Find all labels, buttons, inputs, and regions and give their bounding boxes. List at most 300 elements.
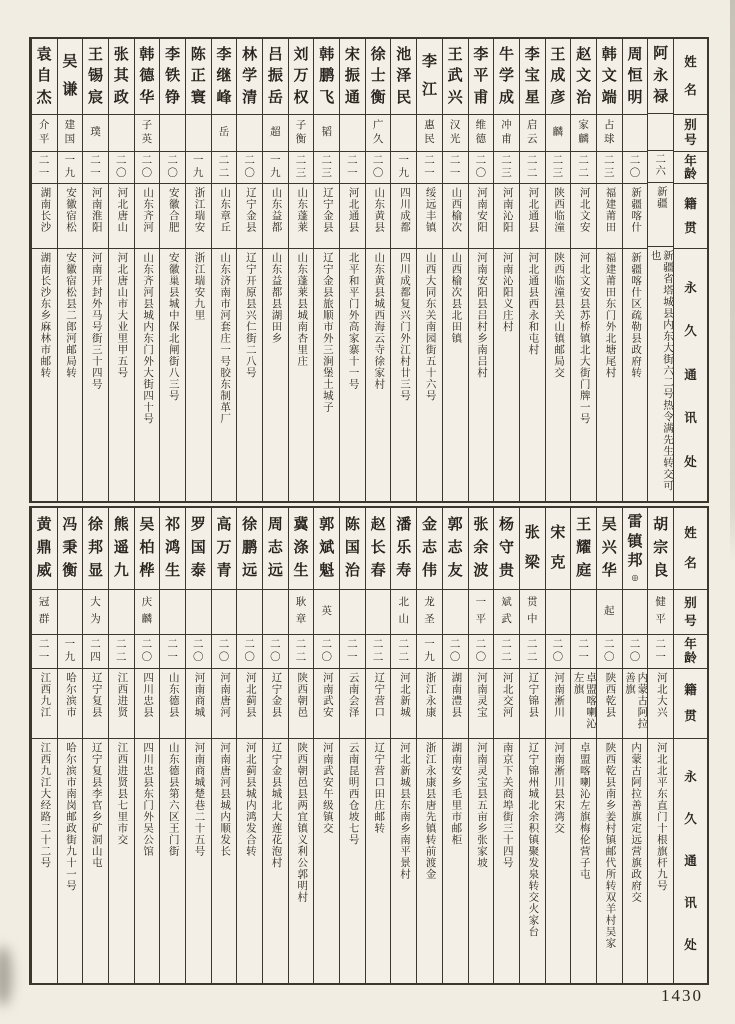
person-column [185,39,211,501]
origin-cell [289,669,314,739]
address-cell [83,249,108,501]
name-cell: 李 继 峰 [212,39,237,115]
age-cell: 二 〇 [623,152,648,184]
address-cell [340,249,365,501]
name-cell: 张 梁 [520,508,545,590]
alias-cell [340,590,365,635]
alias-cell [212,590,237,635]
person-origin: 河北大兴 [655,672,667,718]
person-column [442,39,468,501]
person-column [468,508,494,983]
person-address: 辽宁金县城北大莲花泡村 [270,742,282,869]
person-origin: 安徽合肥 [167,187,179,233]
name-cell: 徐 鹏 远 [237,508,262,590]
origin-cell [571,669,596,739]
age-cell: 一 九 [58,635,83,669]
address-cell [623,249,648,501]
address-cell [366,249,391,501]
alias-cell [263,590,288,635]
header-alias-label: 别 号 [674,590,707,635]
address-cell [237,739,262,983]
age-cell: 二 一 [32,635,57,669]
name-cell: 李 铁 铮 [160,39,185,115]
person-address: 辽宁复县李官乡矿洞山屯 [90,742,102,869]
person-column [57,39,83,501]
alias-cell: 贯 中 [520,590,545,635]
address-cell [289,739,314,983]
person-address: 河北蓟县城内鸿发合转 [244,742,256,857]
origin-cell [494,184,519,249]
address-cell [546,249,571,501]
person-origin: 内蒙古阿拉善旗 [623,672,648,730]
alias-cell [237,590,262,635]
person-origin: 湖南长沙 [39,187,51,233]
age-cell: 二 二 [212,152,237,184]
origin-cell [83,669,108,739]
person-column [108,39,134,501]
person-address: 山东蓬莱县城南杏里庄 [296,252,308,367]
name-cell: 罗 国 泰 [186,508,211,590]
person-column [159,39,185,501]
origin-cell [237,184,262,249]
name-cell: 韩 德 华 [135,39,160,115]
person-origin: 山东黄县 [373,187,385,233]
person-column [211,39,237,501]
person-origin: 辽宁金县 [321,187,333,233]
alias-cell [623,590,648,635]
person-address: 河南淅川县宋湾交 [553,742,565,834]
person-column [622,508,648,983]
person-origin: 河南武安 [321,672,333,718]
alias-cell [340,115,365,152]
address-cell [391,739,416,983]
address-cell [186,249,211,501]
age-cell: 二 二 [109,635,134,669]
alias-cell: 惠 民 [417,115,442,152]
origin-cell [83,184,108,249]
alias-cell [571,590,596,635]
person-origin: 河南淅川 [553,672,565,718]
origin-cell [443,669,468,739]
person-address: 江西进贤县七里市交 [116,742,128,846]
name-cell: 赵 长 春 [366,508,391,590]
address-cell [314,249,339,501]
alias-cell [109,590,134,635]
alias-cell: 英 [314,590,339,635]
name-cell: 李 宝 星 [520,39,545,115]
person-column [82,39,108,501]
person-address: 河北北平东直门十根旗杆九号 [655,742,667,892]
header-age-label: 年 龄 [674,635,707,669]
age-cell: 二 〇 [212,635,237,669]
alias-cell: 家 麟 [571,115,596,152]
address-cell [494,739,519,983]
person-origin: 云南会泽 [347,672,359,718]
person-origin: 山东益都 [270,187,282,233]
header-origin-label: 籍 贯 [674,669,707,739]
address-cell [597,739,622,983]
person-origin: 陕西临潼 [553,187,565,233]
person-address: 河北新城县东南乡南平景村 [398,742,410,880]
address-cell [623,739,648,983]
person-address: 河南沁阳义庄村 [501,252,513,333]
person-column [596,39,622,501]
alias-cell: 龙 圣 [417,590,442,635]
alias-cell: 建 国 [58,115,83,152]
person-address: 福建莆田东门外北塘尾村 [604,252,616,379]
person-address: 河南开封外马号街三十四号 [90,252,102,390]
origin-cell [417,184,442,249]
age-cell: 二 〇 [469,152,494,184]
alias-cell: 超 [263,115,288,152]
alias-cell [623,115,648,152]
address-cell [237,249,262,501]
origin-cell [366,184,391,249]
person-address: 安徽宿松县二郎河邮局转 [65,252,77,379]
header-name-label: 姓 名 [674,508,707,590]
origin-cell [417,669,442,739]
directory-table-top [29,37,709,503]
person-origin: 河北通县 [347,187,359,233]
person-address: 辽宁金县旅顺市外三涧堡土城子 [321,252,333,413]
address-cell [32,249,57,501]
alias-cell [186,115,211,152]
origin-cell [520,669,545,739]
person-origin: 河南唐河 [219,672,231,718]
age-cell: 二 〇 [160,152,185,184]
origin-cell [623,184,648,249]
person-column [108,508,134,983]
person-address: 陕西朝邑县两宜镇义利公郭明村 [296,742,308,903]
alias-cell [391,115,416,152]
person-origin: 卓盟喀喇沁左旗 [572,672,596,730]
person-column [416,39,442,501]
name-cell: 韩 文 端 [597,39,622,115]
person-origin: 江西九江 [39,672,51,718]
person-origin: 福建莆田 [604,187,616,233]
header-origin-label: 籍 贯 [674,184,707,249]
name-cell: 阿 永 禄 [648,39,673,114]
person-column [622,39,648,501]
name-cell: 冀 涤 生 [289,508,314,590]
person-origin: 陕西乾县 [604,672,616,718]
origin-cell [32,184,57,249]
person-address: 河南灵宝县五亩乡张家坡 [476,742,488,869]
alias-cell: 健 平 [648,590,673,635]
person-column [134,39,160,501]
age-cell: 二 〇 [443,635,468,669]
alias-cell: 介 平 [32,115,57,152]
person-address: 河北文安县苏桥镇北大街门牌一号 [578,252,590,425]
origin-cell [109,184,134,249]
origin-cell [623,669,648,739]
origin-cell [135,669,160,739]
page-number: 1430 [661,986,703,1005]
age-cell: 二 〇 [366,152,391,184]
person-column [339,39,365,501]
origin-cell [546,669,571,739]
name-cell: 吕 振 岳 [263,39,288,115]
person-origin: 河北交河 [501,672,513,718]
origin-cell [314,184,339,249]
origin-cell [494,669,519,739]
name-mark: ◎ [631,573,639,583]
origin-cell [212,184,237,249]
person-column [545,508,571,983]
address-cell [83,739,108,983]
person-origin: 河南商城 [193,672,205,718]
person-address: 辽宁开原县兴仁街二八号 [244,252,256,379]
name-cell: 吴 谦 [58,39,83,115]
name-cell: 周 恒 明 [623,39,648,115]
name-cell: 李 平 甫 [469,39,494,115]
person-address: 内蒙古阿拉善旗定远营旗政府交 [630,742,642,903]
name-cell: 袁 自 杰 [32,39,57,115]
person-address: 湖南安乡毛里市邮柜 [450,742,462,846]
person-origin: 河北新城 [398,672,410,718]
origin-cell [32,669,57,739]
person-origin: 山东蓬莱 [296,187,308,233]
age-cell: 二 一 [443,152,468,184]
name-cell: 王 锡 宸 [83,39,108,115]
age-cell: 一 九 [391,152,416,184]
name-cell: 徐 邦 显 [83,508,108,590]
age-cell: 一 九 [58,152,83,184]
origin-cell [289,184,314,249]
age-cell: 二 〇 [135,635,160,669]
origin-cell [546,184,571,249]
person-origin: 辽宁营口 [373,672,385,718]
person-origin: 四川忠县 [142,672,154,718]
age-cell: 二 二 [366,635,391,669]
age-cell: 二 二 [571,152,596,184]
person-address: 四川成都复兴门外江村廿三号 [398,252,410,402]
person-origin: 辽宁金县 [244,187,256,233]
person-address: 北平和平门外高家寨十一号 [347,252,359,390]
name-cell: 韩 鹏 飞 [314,39,339,115]
age-cell: 二 一 [571,635,596,669]
address-cell [571,249,596,501]
name-cell: 徐 士 衡 [366,39,391,115]
person-address: 河北唐山市大业里甲五号 [116,252,128,379]
age-cell: 二 三 [289,152,314,184]
alias-cell [186,590,211,635]
origin-cell [366,669,391,739]
address-cell [263,249,288,501]
name-cell: 吴 柏 桦 [135,508,160,590]
age-cell: 二 一 [648,635,673,669]
header-column [673,508,707,983]
name-cell: 牛 学 成 [494,39,519,115]
age-cell: 二 〇 [109,152,134,184]
person-origin: 江西进贤 [116,672,128,718]
person-column [288,39,314,501]
age-cell: 二 〇 [263,635,288,669]
alias-cell [648,114,673,151]
alias-cell: 斌 武 [494,590,519,635]
person-address: 山东德县第六区王门街 [167,742,179,857]
alias-cell: 韬 [314,115,339,152]
name-cell: 吴 兴 华 [597,508,622,590]
person-origin: 河北蓟县 [244,672,256,718]
address-cell [340,739,365,983]
origin-cell [648,183,673,247]
name-cell: 李 江 [417,39,442,115]
age-cell: 二 〇 [314,635,339,669]
origin-cell [263,184,288,249]
alias-cell: 麟 [546,115,571,152]
person-address: 云南昆明西仓坡七号 [347,742,359,846]
person-origin: 山东齐河 [142,187,154,233]
person-column [493,508,519,983]
address-cell [212,739,237,983]
person-address: 河南商城楚巷二十五号 [193,742,205,857]
person-address: 卓盟喀喇沁左旗梅伦营子屯 [578,742,590,880]
name-cell: 陈 国 治 [340,508,365,590]
alias-cell [160,590,185,635]
name-cell: 宋 克 [546,508,571,590]
scan-edge-artifact [730,0,735,563]
name-cell: 张 余 波 [469,508,494,590]
age-cell: 二 〇 [623,635,648,669]
address-cell [443,739,468,983]
person-column [31,39,57,501]
address-cell [417,739,442,983]
person-address: 河南安阳县吕村乡南吕村 [476,252,488,379]
person-address: 陕西乾县南乡姜村镇邮代所转双羊村吴家 [604,742,616,949]
address-cell [469,739,494,983]
person-column [236,508,262,983]
person-column [468,39,494,501]
alias-cell: 维 德 [469,115,494,152]
name-cell: 郭 志 友 [443,508,468,590]
person-origin: 安徽宿松 [65,187,77,233]
age-cell: 二 〇 [469,635,494,669]
age-cell: 二 三 [314,152,339,184]
address-cell [597,249,622,501]
age-cell: 二 〇 [237,152,262,184]
person-column [262,39,288,501]
person-origin: 陕西朝邑 [296,672,308,718]
origin-cell [443,184,468,249]
person-origin: 河北唐山 [116,187,128,233]
name-cell: 熊 遥 九 [109,508,134,590]
person-column [390,39,416,501]
alias-cell: 庆 麟 [135,590,160,635]
directory-table-bottom [29,506,709,985]
person-column [134,508,160,983]
name-cell: 郭 斌 魁 [314,508,339,590]
person-column [416,508,442,983]
header-column [673,39,707,501]
person-address: 新疆喀什区疏勒县政府转 [630,252,642,379]
name-cell: 高 万 青 [212,508,237,590]
person-origin: 河北文安 [578,187,590,233]
name-cell: 胡 宗 良 [648,508,673,590]
address-cell [263,739,288,983]
person-address: 山东济南市河套庄一号胶东制革厂 [219,252,231,425]
person-column [545,39,571,501]
name-cell: 赵 文 治 [571,39,596,115]
header-address-label: 永 久 通 讯 处 [684,769,697,952]
alias-cell: 广 久 [366,115,391,152]
name-cell: 雷 镇 邦 ◎ [623,508,648,590]
person-column [570,508,596,983]
person-origin: 辽宁金县 [270,672,282,718]
alias-cell: 璞 [83,115,108,152]
address-cell [391,249,416,501]
person-address: 山东益都县湖田乡 [270,252,282,344]
name-cell: 周 志 远 [263,508,288,590]
person-address: 浙江瑞安九里 [193,252,205,321]
person-column [442,508,468,983]
alias-cell: 汉 光 [443,115,468,152]
person-column [313,39,339,501]
scan-smudge-artifact [0,946,12,1006]
age-cell: 二 三 [597,152,622,184]
address-cell [160,249,185,501]
address-cell [135,739,160,983]
person-origin: 新疆 [655,185,667,209]
person-origin: 四川成都 [398,187,410,233]
alias-cell: 冲 甫 [494,115,519,152]
name-cell: 陈 正 寰 [186,39,211,115]
person-address: 浙江永康县唐先镇转前渡金 [424,742,436,880]
address-cell [160,739,185,983]
person-address: 山西大同东关南园街五十六号 [424,252,436,402]
person-column [493,39,519,501]
person-column [390,508,416,983]
alias-cell [160,115,185,152]
alias-cell: 一 平 [469,590,494,635]
address-cell [186,739,211,983]
person-column [647,39,673,501]
origin-cell [263,669,288,739]
person-address: 南京下关商埠街三十四号 [501,742,513,869]
origin-cell [571,184,596,249]
address-cell [135,249,160,501]
person-column [519,39,545,501]
header-name-label: 姓 名 [674,39,707,115]
person-column [185,508,211,983]
alias-cell [546,590,571,635]
person-address: 河南唐河县城内顺发长 [219,742,231,857]
person-origin: 河南灵宝 [476,672,488,718]
alias-cell: 子 英 [135,115,160,152]
person-column [570,39,596,501]
alias-cell: 启 云 [520,115,545,152]
age-cell: 二 一 [32,152,57,184]
address-cell [109,249,134,501]
person-address: 辽宁营口田庄邮转 [373,742,385,834]
address-cell [289,249,314,501]
age-cell: 二 二 [520,635,545,669]
age-cell: 二 一 [83,152,108,184]
age-cell: 二 二 [520,152,545,184]
origin-cell [186,184,211,249]
origin-cell [391,184,416,249]
alias-cell: 北 山 [391,590,416,635]
person-origin: 哈尔滨市 [65,672,77,718]
alias-cell [58,590,83,635]
person-column [647,508,673,983]
origin-cell [160,184,185,249]
name-cell: 张 其 政 [109,39,134,115]
address-cell [648,739,673,983]
person-column [57,508,83,983]
origin-cell [597,669,622,739]
age-cell: 二 〇 [186,635,211,669]
